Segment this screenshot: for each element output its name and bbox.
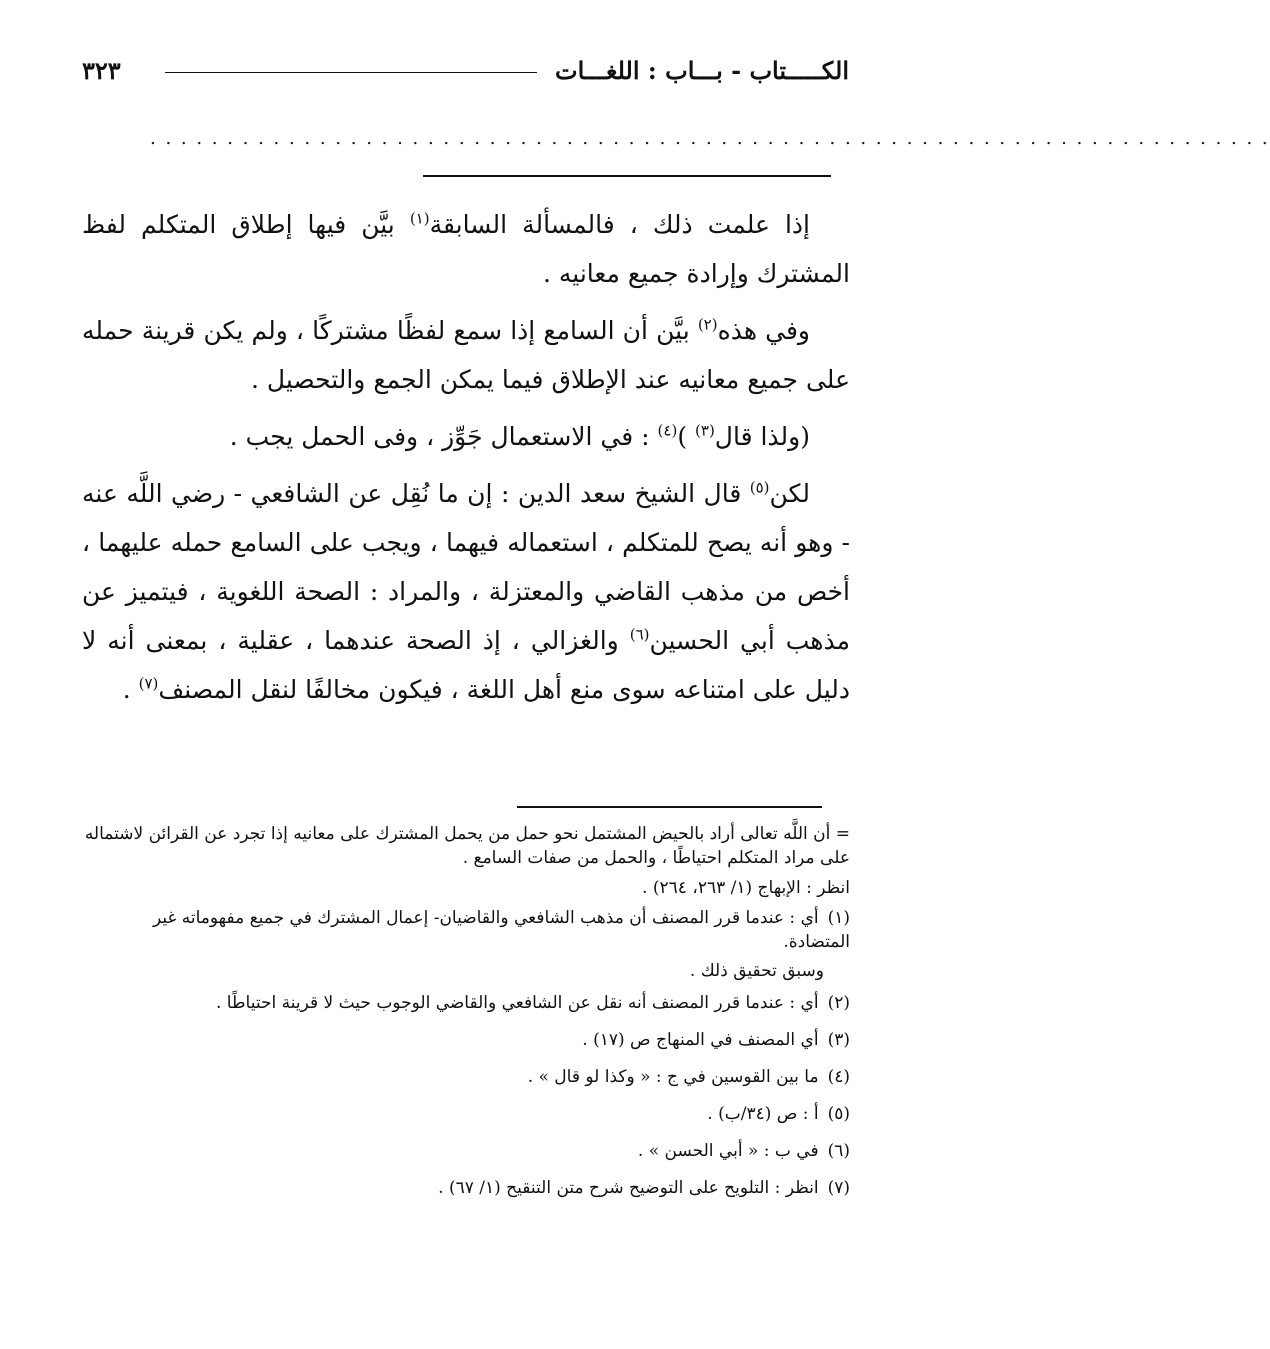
footnote-number: (١)	[827, 908, 850, 928]
footnote-number: (٢)	[827, 993, 850, 1013]
main-text	[82, 200, 850, 722]
footnote-continuation: = أن اللَّه تعالى أراد بالحيض المشتمل نحو حمل من يحمل المشترك على معانيه إذا تجرد عن القرائن لاشتماله على مراد المتكلم احتياطًا ، والحمل من صفات السامع .	[84, 824, 850, 868]
footnotes	[82, 822, 850, 1213]
footnote-number: (٥)	[827, 1104, 850, 1124]
footnote-item: (٥) أ : ص (٣٤/ب) .	[707, 1104, 850, 1124]
paragraph: (ولذا قال$^{(٣)}$ )$^{(٤)}$ : في الاستعمال جَوِّز ، وفى الحمل يجب .	[229, 421, 810, 451]
footnote-item: (٦) في ب : « أبي الحسن » .	[637, 1141, 850, 1161]
footnote-number: (٧)	[827, 1178, 850, 1198]
section-rule	[423, 175, 831, 177]
footnote-item: (٣) أي المصنف في المنهاج ص (١٧) .	[582, 1030, 850, 1050]
paragraph: وفي هذه$^{(٢)}$ بيَّن أن السامع إذا سمع لفظًا مشتركًا ، ولم يكن قرينة حمله على جميع معانيه عند الإطلاق فيما يمكن الجمع والتحصيل .	[82, 315, 850, 394]
footnote-ref: (٧)	[138, 674, 159, 693]
footnote-reference: انظر : الإبهاج (١/ ٢٦٣، ٢٦٤) .	[642, 878, 850, 898]
page-number: ٣٢٣	[82, 56, 121, 85]
footnote-ref: (٥)	[749, 478, 770, 497]
footnote-item: (٤) ما بين القوسين في ج : « وكذا لو قال » .	[527, 1067, 850, 1087]
paragraph: إذا علمت ذلك ، فالمسألة السابقة$^{(١)}$ بيَّن فيها إطلاق المتكلم لفظ المشترك وإرادة جميع معانيه .	[82, 209, 850, 288]
footnote-ref: (٢)	[697, 315, 718, 334]
paragraph: لكن$^{(٥)}$ قال الشيخ سعد الدين : إن ما نُقِل عن الشافعي - رضي اللَّه عنه - وهو أنه يصح للمتكلم ، استعماله فيهما ، ويجب على السامع حمله عليهما ، أخص من مذهب القاضي والمعتزلة ، والمراد : الصحة اللغوية ، فيتميز عن مذهب أبي الحسين$^{(٦)}$ والغزالي ، إذ الصحة عندهما ، عقلية ، بمعنى أنه لا دليل على امتناعه سوى منع أهل اللغة ، فيكون مخالفًا لنقل المصنف$^{(٧)}$ .	[82, 478, 850, 704]
footnote-ref: (٦)	[629, 625, 650, 644]
footnote-ref: (٤)	[657, 421, 678, 440]
separator-dots: . . . . . . . . . . . . . . . . . . . . . . . . . . . . . . . . . . . . . . . . . . . . . . . . . . . . . . . . . . . . . . . . . . . . . . . . .	[150, 128, 1270, 149]
footnote-item: (٢) أي : عندما قرر المصنف أنه نقل عن الشافعي والقاضي الوجوب حيث لا قرينة احتياطًا .	[216, 993, 850, 1013]
footnote-number: (٤)	[827, 1067, 850, 1087]
footnote-rule	[517, 806, 822, 808]
footnote-item: (١) أي : عندما قرر المصنف أن مذهب الشافعي والقاضيان- إعمال المشترك في جميع مفهوماته غير المتضادة.	[152, 908, 850, 952]
footnote-number: (٦)	[827, 1141, 850, 1161]
footnote-number: (٣)	[827, 1030, 850, 1050]
footnote-item: (٧) انظر : التلويح على التوضيح شرح متن التنقيح (١/ ٦٧) .	[438, 1178, 850, 1198]
header-rule	[165, 72, 537, 73]
footnote-ref: (٣)	[695, 421, 715, 440]
header-title: الكـــــتاب - بـــاب : اللغـــات	[555, 56, 849, 85]
footnote-extra: وسبق تحقيق ذلك .	[689, 961, 824, 981]
footnote-ref: (١)	[409, 209, 430, 228]
